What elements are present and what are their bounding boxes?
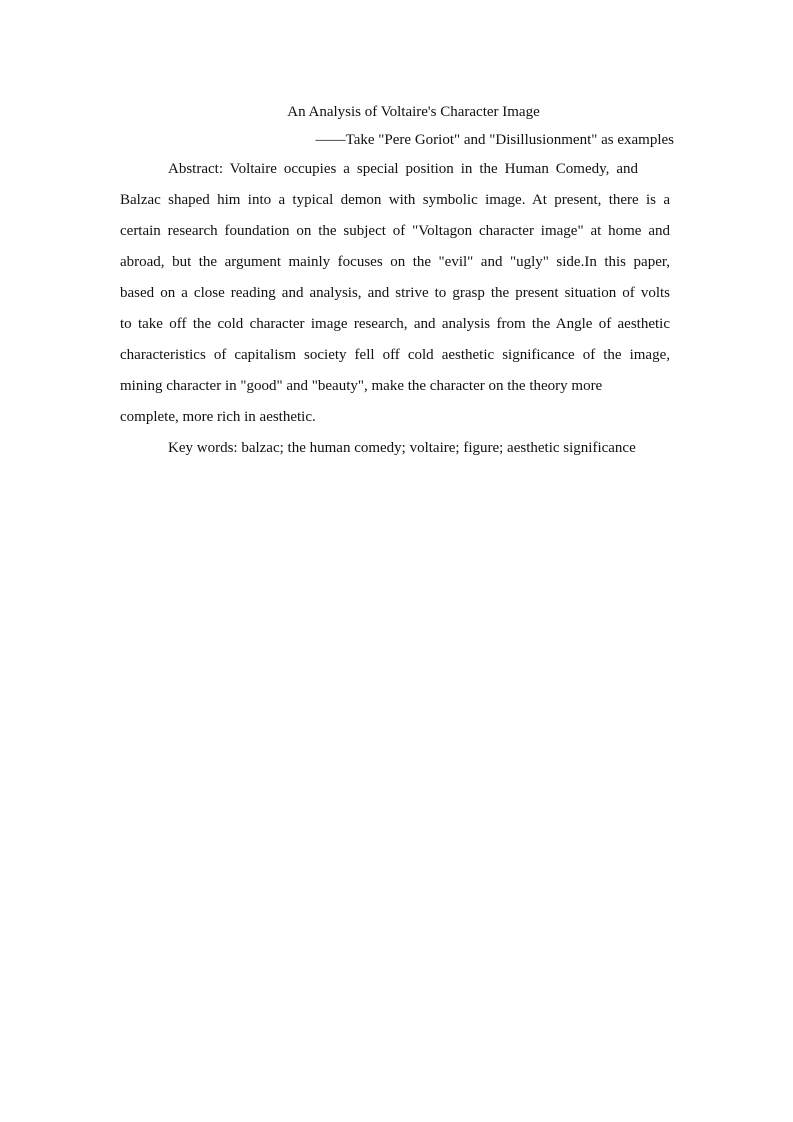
abstract-line: abroad, but the argument mainly focuses on the "evil" and "ugly" side.In this paper, <box>120 254 670 270</box>
document-body <box>120 102 680 464</box>
abstract-line: characteristics of capitalism society fell off cold aesthetic significance of the image, <box>120 347 670 363</box>
abstract-line: complete, more rich in aesthetic. <box>120 409 316 425</box>
abstract-line: certain research foundation on the subject of "Voltagon character image" at home and <box>120 223 670 239</box>
page-title: An Analysis of Voltaire's Character Image <box>287 104 540 120</box>
keywords-line: Key words: balzac; the human comedy; voltaire; figure; aesthetic significance <box>168 440 636 456</box>
abstract-line: based on a close reading and analysis, and strive to grasp the present situation of volts <box>120 285 670 301</box>
abstract-line: Balzac shaped him into a typical demon with symbolic image. At present, there is a <box>120 192 670 208</box>
abstract-line: to take off the cold character image research, and analysis from the Angle of aesthetic <box>120 316 670 332</box>
page-subtitle: ——Take "Pere Goriot" and "Disillusionment" as examples <box>315 132 674 148</box>
abstract-line: Abstract: Voltaire occupies a special position in the Human Comedy, and <box>168 161 638 177</box>
abstract-paragraph <box>120 154 670 433</box>
abstract-line: mining character in "good" and "beauty", make the character on the theory more <box>120 378 603 394</box>
